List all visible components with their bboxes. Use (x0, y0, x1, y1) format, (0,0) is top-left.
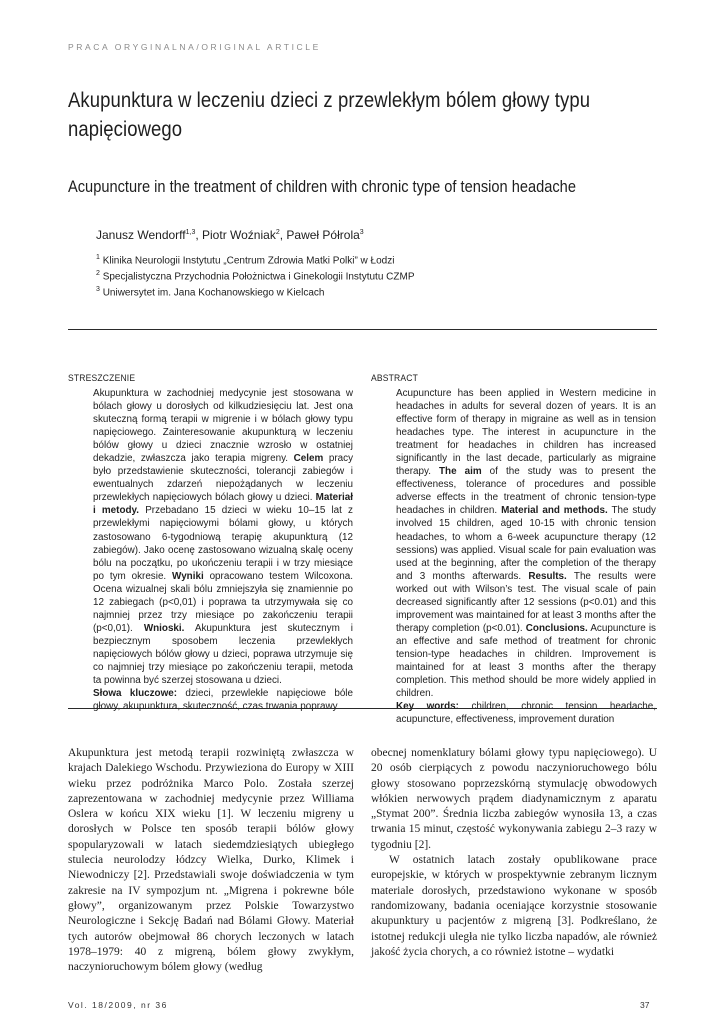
author-name: Janusz Wendorff (96, 228, 186, 242)
abstract-sentence: pracy było przedstawienie skuteczności, tolerancji zabiegów i ewentualnych zdarzeń niepożądanych w leczeniu przewlekłych napięciowych bólach głowy u dzieci. (93, 453, 354, 504)
author-affiliation-mark: 1,3 (185, 229, 196, 236)
title-polish: Akupunktura w leczeniu dzieci z przewlekłym bólem głowy typu napięciowego (68, 88, 591, 141)
affiliation (96, 254, 394, 266)
affiliation-text: Specjalistyczna Przychodnia Położnictwa i Ginekologii Instytutu CZMP (102, 271, 415, 283)
streszczenie-heading: STRESZCZENIE (68, 373, 136, 384)
label-aim: The aim (439, 466, 482, 478)
label-wnioski: Wnioski. (143, 622, 185, 634)
body-paragraph: W ostatnich latach zostały opublikowane prace europejskie, w których w prospektywnie zebranym licznym materiale dorosłych, przedstawiono wykonane w sposób randomizowany, badania oceniające korzystnie stosowanie akupunktury u pacjentów z migreną [3]. Podkreślano, że istotnej redukcji uległa nie tylko liczba napadów, ale również jakość życia chorych, a co również istotne – wydatki (371, 854, 657, 958)
abstract-sentence: opracowano testem Wilcoxona. Ocena wizualnej skali bólu zmniejszyła się znamiennie po 12 zabiegach (p<0,01) i poprawa ta utrzymywała się co najmniej przez trzy miesiące po zakończeniu terapii (p<0,01). (93, 570, 353, 634)
author-name: Paweł Półrola (286, 228, 360, 242)
abstract-sentence: Acupuncture is an effective and safe method of treatment for chronic tension-type headaches in children. Improvement is maintained for at least 3 months after the therapy completion. This method should be more widely applied in children. (396, 622, 656, 700)
abstract-sentence: of the study was to present the effectiveness, tolerance of procedures and possible adverse effects in the treatment of chronic tension-type headaches in children. (396, 466, 656, 517)
top-rule (68, 329, 657, 330)
author-list: Janusz Wendorff$^{1,3}$, Piotr Woźniak$^2$, Paweł Półrola$^3$ (96, 228, 364, 242)
abstract-heading: ABSTRACT (371, 373, 419, 384)
title-english: Acupuncture in the treatment of children with chronic type of tension headache (68, 177, 576, 196)
page-number: 37 (640, 1000, 650, 1010)
label-material: Materiał i metody. (93, 492, 353, 517)
label-keywords: Słowa kluczowe: (93, 688, 178, 700)
abstract-sentence: Przebadano 15 dzieci w wieku 10–15 lat z przewlekłymi napięciowymi bólami głowy, u których zastosowano 6-tygodniową terapię akupunkturą (12 zabiegów). Jako ocenę zastosowano wizualną skalę oceny bólu na początku, po ukończeniu terapii i w trzy miesiące po tym okresie. (93, 505, 353, 582)
streszczenie-text (93, 387, 353, 713)
body-column-left (68, 746, 354, 975)
keywords: children, chronic tension headache, acupuncture, effectiveness, improvement duration (396, 701, 657, 726)
keywords: dzieci, przewlekłe napięciowe bóle głowy, akupunktura, skuteczność, czas trwania poprawy (93, 688, 353, 713)
affiliation-number: 3 (96, 286, 100, 293)
abstract-sentence: Akupunktura jest skutecznym i bezpiecznym sposobem leczenia przewlekłych napięciowych bólów głowy u dzieci, poprawa utrzymuje się co najmniej trzy miesiące po zakończeniu terapii, metoda ta powinna być szerzej stosowana u dzieci. (93, 622, 353, 687)
affiliation-text: Klinika Neurologii Instytutu „Centrum Zdrowia Matki Polki” w Łodzi (102, 255, 395, 267)
affiliation-number: 2 (96, 270, 100, 277)
affiliation (96, 270, 415, 282)
label-results: Results. (528, 570, 567, 582)
affiliation (96, 286, 324, 298)
label-cel: Celem (293, 453, 324, 465)
abstract-text (396, 387, 656, 726)
abstract-sentence: The results were worked out with Wilson’s test. The visual scale of pain decreased significantly after 12 sessions (p<0.01) and this improvement was maintained for at least 3 months after the therapy completion (p<0.01). (396, 570, 656, 634)
label-conclusions: Conclusions. (525, 622, 588, 634)
affiliation-number: 1 (96, 254, 100, 261)
author-affiliation-mark: 3 (359, 229, 364, 236)
mid-rule (68, 708, 657, 709)
section-tag: PRACA ORYGINALNA/ORIGINAL ARTICLE (68, 42, 321, 52)
label-material: Material and methods. (501, 505, 608, 517)
body-column-right (371, 746, 657, 960)
body-paragraph: obecnej nomenklatury bólami głowy typu napięciowego). U 20 osób cierpiących z powodu naczynioruchowego bólu głowy stosowano poprzezskórną stymulację obwodowych włókien nerwowych prądem diadynamicznym z aparatu „Stymat 200”. Średnia liczba zabiegów wynosiła 13, a czas trwania 15 minut, częstość wykonywania zabiegu 2–3 razy w tygodniu [2]. (371, 747, 657, 851)
abstract-sentence: The study involved 15 children, aged 10-15 with chronic tension headaches, to whom a 6-week acupuncture therapy (12 sessions) was applied. Visual scale for pain evaluation was used at the beginning, after the completion of the therapy and 3 months afterwards. (396, 505, 656, 582)
author-name: Piotr Woźniak (202, 228, 276, 242)
affiliation-text: Uniwersytet im. Jana Kochanowskiego w Kielcach (102, 287, 325, 299)
author-affiliation-mark: 2 (275, 229, 280, 236)
label-keywords: Key words: (396, 701, 459, 713)
abstract-sentence: Acupuncture has been applied in Western medicine in headaches in adults for several dozen of years. It is an effective form of therapy in migraine as well as in tension headaches type. The interest in acupuncture in the treatment for headaches in children has increased significantly in the last decade, particularly as migraine therapy. (396, 388, 656, 478)
body-paragraph: Akupunktura jest metodą terapii rozwiniętą zwłaszcza w krajach Dalekiego Wschodu. Przywieziona do Europy w XIII wieku przez podróżnika Marco Polo. Została szerzej zaprezentowana w zachodniej medycynie przez Williama Oslera w końcu XIX wieku [1]. W leczeniu migreny u dorosłych w Polsce ten sposób terapii bólów głowy spopularyzowali w latach siedemdziesiątych ubiegłego stulecia neurolodzy łódzcy Wielka, Durko, Klimek i Niewodniczy [2]. Przedstawiali swoje doświadczenia w tym zakresie na IV sympozjum nt. „Migrena i pokrewne bóle głowy”, organizowanym przez Polskie Towarzystwo Neurologiczne i Sekcję Badań nad Bólami Głowy. Materiał tych autorów obejmował 86 chorych leczonych w latach 1978–1979: 40 z migreną, bólem głowy zwykłym, naczynioruchowym bólem głowy (według (68, 747, 354, 974)
label-wyniki: Wyniki (172, 570, 204, 582)
footer-volume: Vol. 18/2009, nr 36 (68, 1000, 168, 1010)
abstract-sentence: Akupunktura w zachodniej medycynie jest stosowana w bólach głowy u dorosłych od kilkudziesięciu lat. Jest ona skuteczną formą terapii w migrenie i w bólach głowy typu napięciowego. Zainteresowanie akupunkturą w leczeniu bólów głowy u dzieci znacznie wzrosło w ostatniej dekadzie, zwłaszcza jako terapia migreny. (93, 388, 353, 465)
